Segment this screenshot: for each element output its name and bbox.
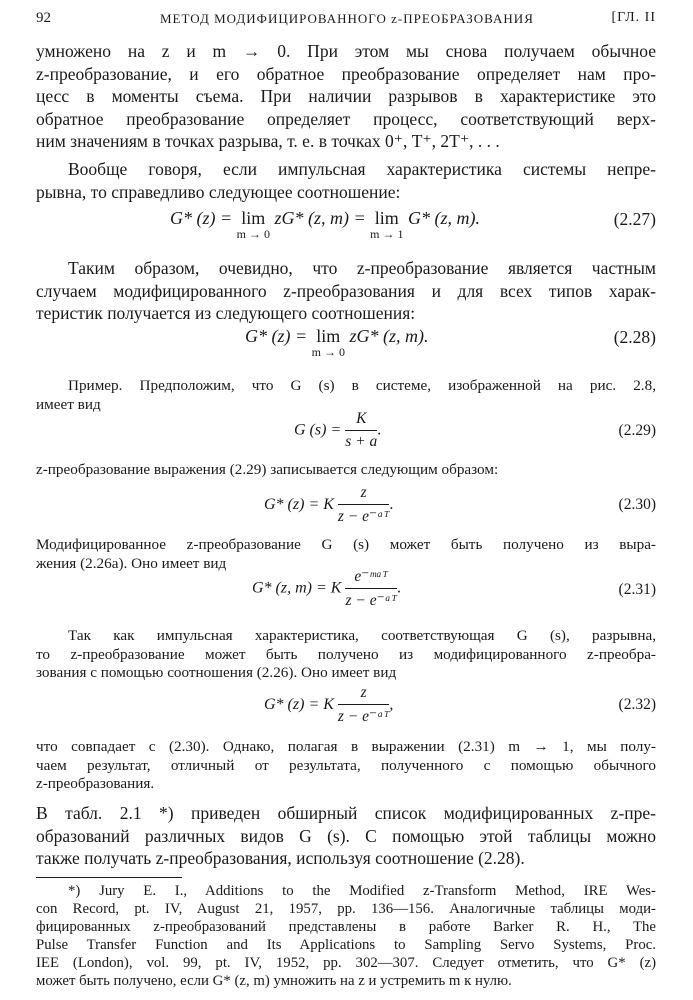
text-line: z-преобразование выражения (2.29) записывается следующим образом: xyxy=(36,461,499,478)
equation-number: (2.32) xyxy=(618,696,656,713)
fraction: $\frac{z}{\text{z − e⁻ᵃᵀ}}$ xyxy=(337,684,390,725)
equation-2-30 xyxy=(36,484,656,530)
running-title: МЕТОД МОДИФИЦИРОВАННОГО z-ПРЕОБРАЗОВАНИЯ xyxy=(160,11,534,26)
equation-number: (2.30) xyxy=(618,496,656,513)
page-header xyxy=(36,10,656,30)
text-line: также получать z-преобразования, используя соотношение (2.28). xyxy=(36,848,525,868)
limit-operator: lim m → 1 xyxy=(370,208,404,241)
text-line: имеет вид xyxy=(36,395,101,413)
equation-2-31 xyxy=(36,567,656,615)
formula: G* (z) = K $\frac{z}{\text{z − e⁻ᵃᵀ}}$ . xyxy=(264,484,394,525)
text-line: образований различных видов G (s). С помощью этой таблицы можно xyxy=(36,825,656,846)
equation-2-28 xyxy=(36,326,656,366)
fraction: $\frac{K}{s + a}$ xyxy=(345,410,378,450)
footnote-line: con Record, pt. IV, August 21, 1957, pp. 136—156. Аналогичные таблицы моди- xyxy=(36,901,656,917)
text-line: зования с помощью соотношения (2.26). Оно имеет вид xyxy=(36,664,397,681)
text-line: z-преобразования. xyxy=(36,775,155,792)
equation-number: (2.28) xyxy=(613,327,656,347)
limit-operator: lim m → 0 xyxy=(236,208,270,241)
equation-number: (2.31) xyxy=(618,581,656,598)
text-line: ним значениям в точках разрыва, т. е. в точках 0⁺, T⁺, 2T⁺, . . . xyxy=(36,131,500,151)
equation-number: (2.29) xyxy=(618,422,656,439)
text-line: обратное преобразование определяет процесс, соответствующий верх- xyxy=(36,108,656,129)
text-line: В табл. 2.1 *) приведен обширный список модифицированных z-пре- xyxy=(36,803,656,823)
footnote-line: IEE (London), vol. 99, pt. IV, 1952, pp. 302—307. Следует отметить, что G* (z) xyxy=(36,955,656,971)
text-line: что совпадает с (2.30). Однако, полагая в выражении (2.31) m → 1, мы полу- xyxy=(36,738,656,755)
limit-operator: lim m → 0 xyxy=(311,326,345,359)
formula: G* (z, m) = K $\frac{\text{e⁻ᵐᵃᵀ}}{\text{z − e⁻ᵃᵀ}}$ . xyxy=(252,568,401,609)
formula: G* (z) = K $\frac{z}{\text{z − e⁻ᵃᵀ}}$ , xyxy=(264,684,394,725)
equation-2-27 xyxy=(36,208,656,248)
text-line: умножено на z и m → 0. При этом мы снова получаем обычное xyxy=(36,41,656,61)
text-line: жения (2.26а). Оно имеет вид xyxy=(36,554,227,572)
text-line: то z-преобразование может быть получено из модифицированного z-преобра- xyxy=(36,645,656,663)
formula: G* (z) = lim m → 0 zG* (z, m). xyxy=(245,326,429,359)
chapter-label: [ГЛ. II xyxy=(611,10,656,25)
fraction: $\frac{z}{\text{z − e⁻ᵃᵀ}}$ xyxy=(337,484,390,525)
text-line: теристик получается из следующего соотношения: xyxy=(36,303,416,323)
text-line: цесс в моменты съема. При наличии разрывов в характеристике это xyxy=(36,86,656,106)
equation-number: (2.27) xyxy=(613,209,656,229)
page-number: 92 xyxy=(36,10,51,26)
equation-2-32 xyxy=(36,684,656,732)
text-line: рывна, то справедливо следующее соотношение: xyxy=(36,181,401,202)
equation-2-29 xyxy=(36,410,656,456)
footnote-line: может быть получено, если G* (z, m) умножить на z и устремить m к нулю. xyxy=(36,973,512,989)
text-line: Таким образом, очевидно, что z-преобразование является частным xyxy=(68,258,656,278)
text-line: Пример. Предположим, что G (s) в системе, изображенной на рис. 2.8, xyxy=(68,377,656,394)
text-line: Так как импульсная характеристика, соответствующая G (s), разрывна, xyxy=(68,627,656,644)
text-line: Вообще говоря, если импульсная характеристика системы непре- xyxy=(68,159,656,179)
text-line: случаем модифицированного z-преобразования и для всех типов харак- xyxy=(36,280,656,301)
footnote-line: *) Jury E. I., Additions to the Modified z-Transform Method, IRE Wes- xyxy=(68,883,656,899)
footnote-line: Pulse Transfer Function and Its Applications to Sampling Servo Systems, Proc. xyxy=(36,937,656,953)
fraction: $\frac{\text{e⁻ᵐᵃᵀ}}{\text{z − e⁻ᵃᵀ}}$ xyxy=(345,568,397,609)
formula: G (s) = $\frac{K}{s + a}$ . xyxy=(294,410,382,450)
text-line: Модифицированное z-преобразование G (s) может быть получено из выра- xyxy=(36,536,656,553)
footnote-line: фицированных z-преобразований представлены в работе Barker R. H., The xyxy=(36,919,656,935)
formula: G* (z) = lim m → 0 zG* (z, m) = lim m → 1 G* (z, m). xyxy=(170,208,480,241)
footnote-separator xyxy=(36,877,182,878)
text-line: чаем результат, отличный от результата, полученного с помощью обычного xyxy=(36,756,656,774)
text-line: z-преобразование, и его обратное преобразование определяет нам про- xyxy=(36,63,656,84)
